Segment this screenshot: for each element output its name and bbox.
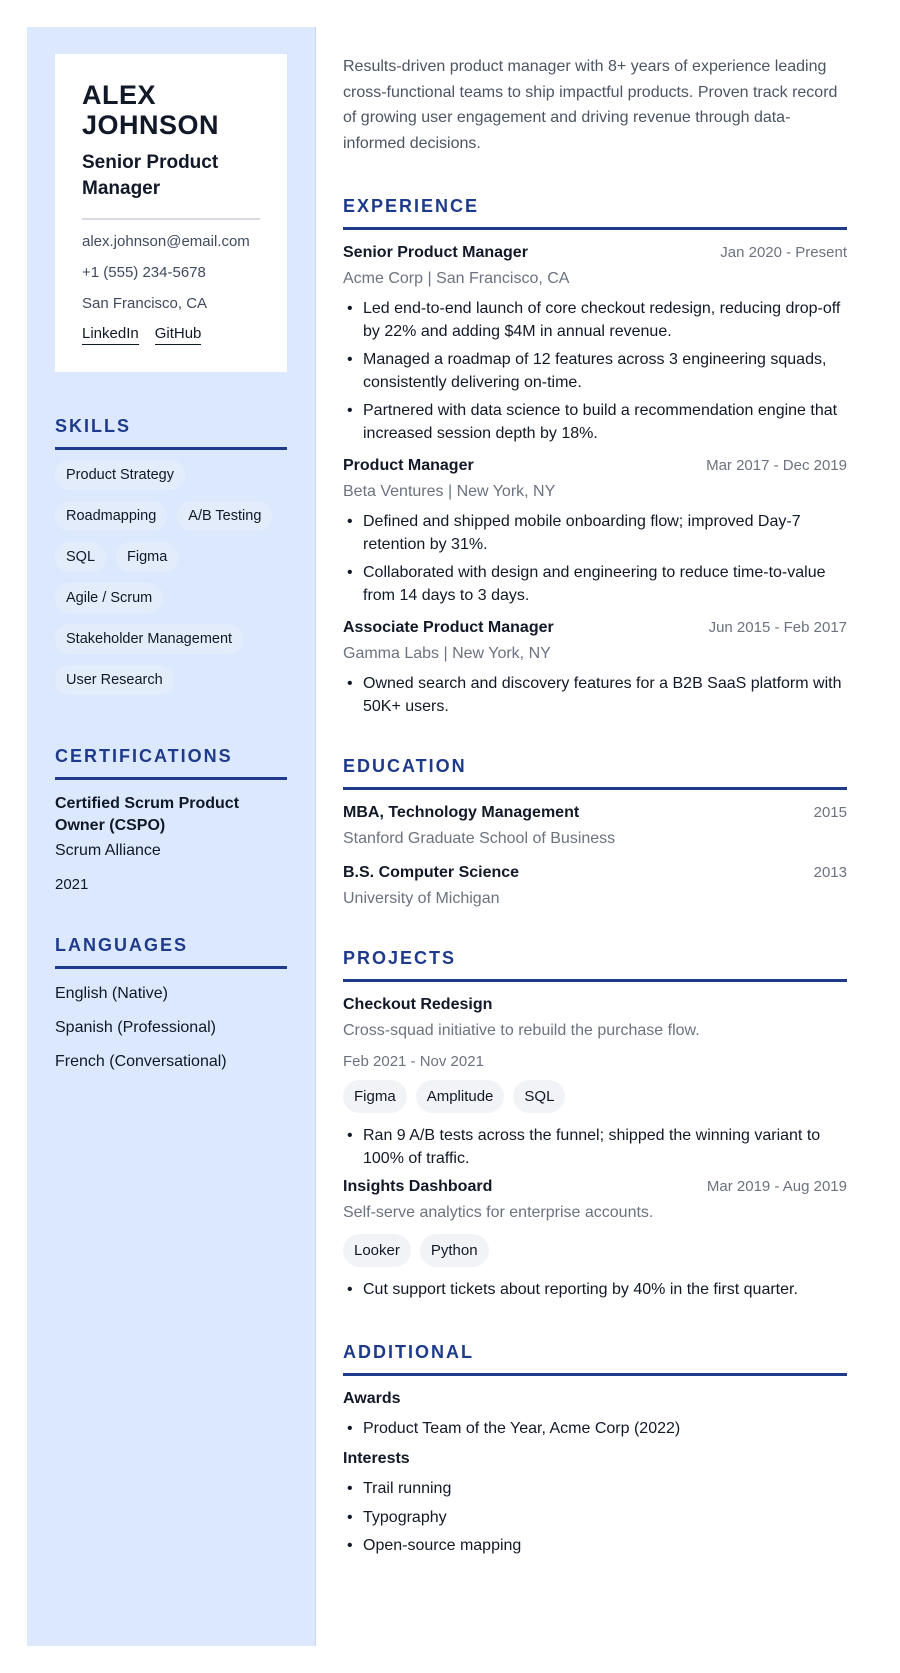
phone: +1 (555) 234-5678 [82, 264, 206, 281]
bullet-item: • Ran 9 A/B tests across the funnel; shipped the winning variant to 100% of traffic. [343, 1125, 847, 1170]
project-bullets [343, 1279, 847, 1302]
email: alex.johnson@email.com [82, 233, 250, 250]
project-name: Checkout Redesign [343, 996, 493, 1013]
education-section [343, 756, 847, 910]
bullet-item: • Cut support tickets about reporting by 40% in the first quarter. [343, 1279, 847, 1302]
candidate-name [82, 80, 260, 140]
skill-row [55, 542, 287, 572]
skill-chip: Roadmapping [55, 501, 167, 531]
bullet-item: • Partnered with data science to build a recommendation engine that increased session depth by 18%. [343, 400, 847, 445]
project-description: Cross-squad initiative to rebuild the purchase flow. [343, 1022, 700, 1039]
project-description: Self-serve analytics for enterprise accounts. [343, 1204, 654, 1221]
skill-row [55, 460, 287, 490]
github-link[interactable]: GitHub [155, 325, 202, 345]
award-item: • Product Team of the Year, Acme Corp (2022) [343, 1418, 847, 1441]
interest-item: • Typography [343, 1507, 847, 1530]
skill-chip: Figma [116, 542, 178, 572]
main-content [316, 27, 853, 1646]
skill-row [55, 624, 287, 654]
skill-row [55, 583, 287, 613]
profile-links [82, 325, 260, 345]
job-dates: Mar 2017 - Dec 2019 [706, 457, 847, 474]
project-dates: Mar 2019 - Aug 2019 [706, 1178, 847, 1195]
projects-section [343, 948, 847, 1302]
education-entry [343, 864, 847, 910]
skill-row [55, 501, 287, 531]
location: San Francisco, CA [82, 295, 208, 312]
job-title: Senior Product Manager [82, 152, 219, 199]
skill-chip: Product Strategy [55, 460, 185, 490]
job-bullets [343, 511, 847, 607]
job-entry [343, 619, 847, 718]
language-item: Spanish (Professional) [55, 1019, 216, 1036]
divider [82, 218, 260, 220]
certification-org: Scrum Alliance [55, 842, 161, 859]
job-company: Acme Corp | San Francisco, CA [343, 270, 570, 287]
name-last: JOHNSON [82, 110, 220, 140]
skill-chip: A/B Testing [177, 501, 272, 531]
job-bullets [343, 298, 847, 445]
sidebar [27, 27, 316, 1646]
projects-heading: PROJECTS [343, 948, 847, 982]
additional-heading: ADDITIONAL [343, 1342, 847, 1376]
awards-heading: Awards [343, 1389, 401, 1407]
interest-item: • Trail running [343, 1478, 847, 1501]
interests-list [343, 1478, 847, 1558]
tech-tag: Figma [343, 1080, 407, 1113]
skill-chip: Agile / Scrum [55, 583, 163, 613]
job-position: Associate Product Manager [343, 619, 554, 636]
certifications-heading: CERTIFICATIONS [55, 746, 287, 780]
experience-heading: EXPERIENCE [343, 196, 847, 230]
job-dates: Jun 2015 - Feb 2017 [708, 619, 847, 636]
project-name: Insights Dashboard [343, 1178, 493, 1195]
interest-item: • Open-source mapping [343, 1535, 847, 1558]
skills-heading: SKILLS [55, 416, 287, 450]
bullet-item: • Managed a roadmap of 12 features across 3 engineering squads, consistently delivering on-time. [343, 349, 847, 394]
skills-section [55, 416, 287, 706]
languages-section [55, 935, 287, 1073]
skills-list [55, 460, 287, 706]
skill-chip: Stakeholder Management [55, 624, 243, 654]
certifications-section [55, 746, 287, 893]
interests-heading: Interests [343, 1450, 410, 1467]
experience-section [343, 196, 847, 718]
project-bullets [343, 1125, 847, 1170]
tech-tag: SQL [513, 1080, 565, 1113]
language-item: English (Native) [55, 985, 168, 1002]
job-company: Beta Ventures | New York, NY [343, 483, 556, 500]
name-first: ALEX [82, 80, 157, 110]
linkedin-link[interactable]: LinkedIn [82, 325, 139, 345]
additional-section [343, 1342, 847, 1558]
bullet-item: • Defined and shipped mobile onboarding flow; improved Day-7 retention by 31%. [343, 511, 847, 556]
degree: MBA, Technology Management [343, 804, 580, 821]
school: Stanford Graduate School of Business [343, 830, 616, 847]
project-tags [343, 1080, 847, 1113]
project-entry [343, 1178, 847, 1302]
tech-tag: Looker [343, 1234, 411, 1267]
resume-page [27, 27, 853, 1646]
certification-year: 2021 [55, 876, 89, 893]
education-entry [343, 804, 847, 850]
bullet-item: • Owned search and discovery features for a B2B SaaS platform with 50K+ users. [343, 673, 847, 718]
job-company: Gamma Labs | New York, NY [343, 645, 551, 662]
job-dates: Jan 2020 - Present [720, 244, 847, 261]
awards-list [343, 1418, 847, 1441]
bullet-item: • Collaborated with design and engineering to reduce time-to-value from 14 days to 3 days. [343, 562, 847, 607]
graduation-year: 2015 [813, 804, 847, 821]
bullet-item: • Led end-to-end launch of core checkout redesign, reducing drop-off by 22% and adding $4M in annual revenue. [343, 298, 847, 343]
tech-tag: Python [420, 1234, 489, 1267]
languages-heading: LANGUAGES [55, 935, 287, 969]
project-entry [343, 996, 847, 1170]
language-item: French (Conversational) [55, 1053, 227, 1070]
project-dates: Feb 2021 - Nov 2021 [343, 1053, 484, 1070]
skill-chip: User Research [55, 665, 174, 695]
job-entry [343, 244, 847, 445]
tech-tag: Amplitude [416, 1080, 505, 1113]
skill-row [55, 665, 287, 695]
project-tags [343, 1234, 847, 1267]
education-heading: EDUCATION [343, 756, 847, 790]
profile-card [55, 54, 287, 372]
skill-chip: SQL [55, 542, 106, 572]
summary: Results-driven product manager with 8+ years of experience leading cross-functional teams to ship impactful products. Proven track record of growing user engagement and driving revenue through data-informed decisions. [343, 58, 838, 152]
graduation-year: 2013 [813, 864, 847, 881]
degree: B.S. Computer Science [343, 864, 520, 881]
school: University of Michigan [343, 890, 500, 907]
job-position: Product Manager [343, 457, 474, 474]
certification-name: Certified Scrum Product Owner (CSPO) [55, 795, 240, 834]
job-position: Senior Product Manager [343, 244, 528, 261]
job-bullets [343, 673, 847, 718]
job-entry [343, 457, 847, 607]
